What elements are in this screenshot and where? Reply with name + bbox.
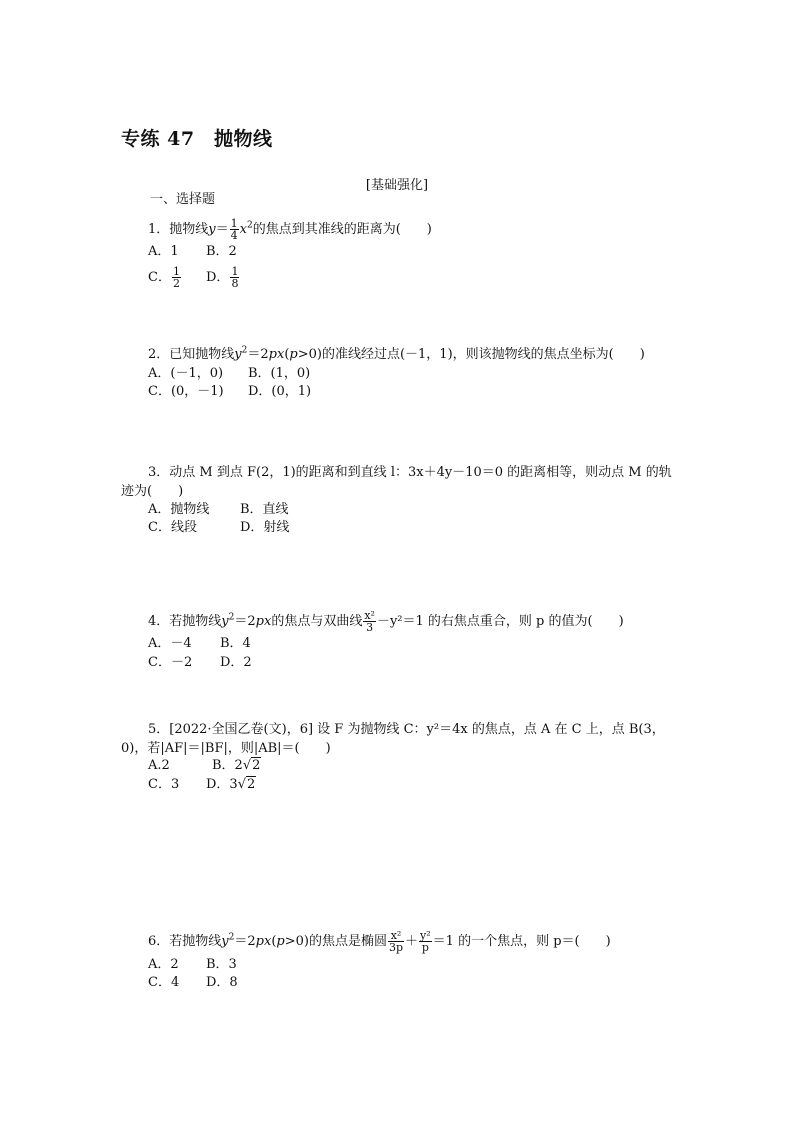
question-2-option-b[interactable]: B．(1，0): [248, 366, 311, 381]
question-2-option-c[interactable]: C．(0，－1): [148, 384, 224, 399]
part-heading: 一、选择题: [150, 192, 216, 207]
question-1-option-d[interactable]: D． $\frac{1}{8}$: [206, 265, 239, 290]
question-1-option-a[interactable]: A．1: [148, 244, 179, 259]
question-3-option-b[interactable]: B．直线: [240, 502, 289, 517]
fraction: $\frac{1}{4}$: [230, 217, 238, 242]
question-2-option-a[interactable]: A．(－1，0): [148, 366, 224, 381]
question-3-stem-line2: 迹为( ): [121, 484, 184, 499]
question-1-stem: 1．抛物线y＝ $\frac{1}{4}$ $x^2$的焦点到其准线的距离为( ): [148, 217, 432, 242]
question-4-option-a[interactable]: A．－4: [148, 636, 192, 651]
fraction: $\frac{\text{y²}}{p}$: [420, 929, 431, 954]
section-heading: [基础强化]: [365, 178, 429, 193]
question-5-option-d[interactable]: D．3√2: [206, 777, 256, 792]
question-4-stem: 4．若抛物线$y^2=2px$的焦点与双曲线 $\frac{\text{x²}}{3}$ －y²＝1 的右焦点重合，则 p 的值为( ): [148, 609, 624, 634]
question-5-option-b[interactable]: B．2√2: [212, 758, 261, 773]
square-root: √2: [242, 758, 261, 773]
question-6-option-a[interactable]: A．2: [148, 957, 179, 972]
question-3-stem-line1: 3．动点 M 到点 F(2，1)的距离和到直线 l：3x＋4y－10＝0 的距离相等，则动点 M 的轨: [148, 465, 672, 480]
page-title: 专练 47 抛物线: [121, 128, 273, 150]
question-1-option-b[interactable]: B．2: [206, 244, 237, 259]
question-5-option-a[interactable]: A.2: [148, 758, 170, 773]
question-3-option-a[interactable]: A．抛物线: [148, 502, 210, 517]
question-6-option-b[interactable]: B．3: [206, 957, 237, 972]
fraction: $\frac{\text{x²}}{3p}$: [388, 929, 404, 954]
question-3-option-d[interactable]: D．射线: [240, 520, 290, 535]
question-4-option-b[interactable]: B．4: [220, 636, 251, 651]
question-5-option-c[interactable]: C．3: [148, 777, 180, 792]
question-5-stem-line1: 5．[2022·全国乙卷(文)，6] 设 F 为抛物线 C：y²＝4x 的焦点，点 A 在 C 上，点 B(3，: [148, 722, 665, 737]
question-2-stem: 2．已知抛物线$y^2=2px(p>0)$的准线经过点(－1，1)，则该抛物线的焦点坐标为( ): [148, 345, 645, 362]
question-6-stem: 6．若抛物线$y^2=2px(p>0)$的焦点是椭圆 $\frac{\text{x²}}{3p}$ ＋ $\frac{\text{y²}}{p}$ ＝1 的一个焦点，则 p＝( ): [148, 929, 611, 954]
question-6-option-d[interactable]: D．8: [206, 975, 238, 990]
question-3-option-c[interactable]: C．线段: [148, 520, 197, 535]
fraction: $\frac{\text{x²}}{3}$: [364, 609, 375, 634]
question-5-stem-line2: 0)，若|AF|＝|BF|，则|AB|＝( ): [121, 741, 331, 756]
question-2-option-d[interactable]: D．(0，1): [248, 384, 312, 399]
fraction: $\frac{1}{2}$: [172, 265, 180, 290]
question-1-option-c[interactable]: C． $\frac{1}{2}$: [148, 265, 180, 290]
fraction: $\frac{1}{8}$: [231, 265, 239, 290]
square-root: √2: [237, 777, 256, 792]
question-6-option-c[interactable]: C．4: [148, 975, 180, 990]
question-4-option-d[interactable]: D．2: [220, 655, 252, 670]
question-4-option-c[interactable]: C．－2: [148, 655, 193, 670]
